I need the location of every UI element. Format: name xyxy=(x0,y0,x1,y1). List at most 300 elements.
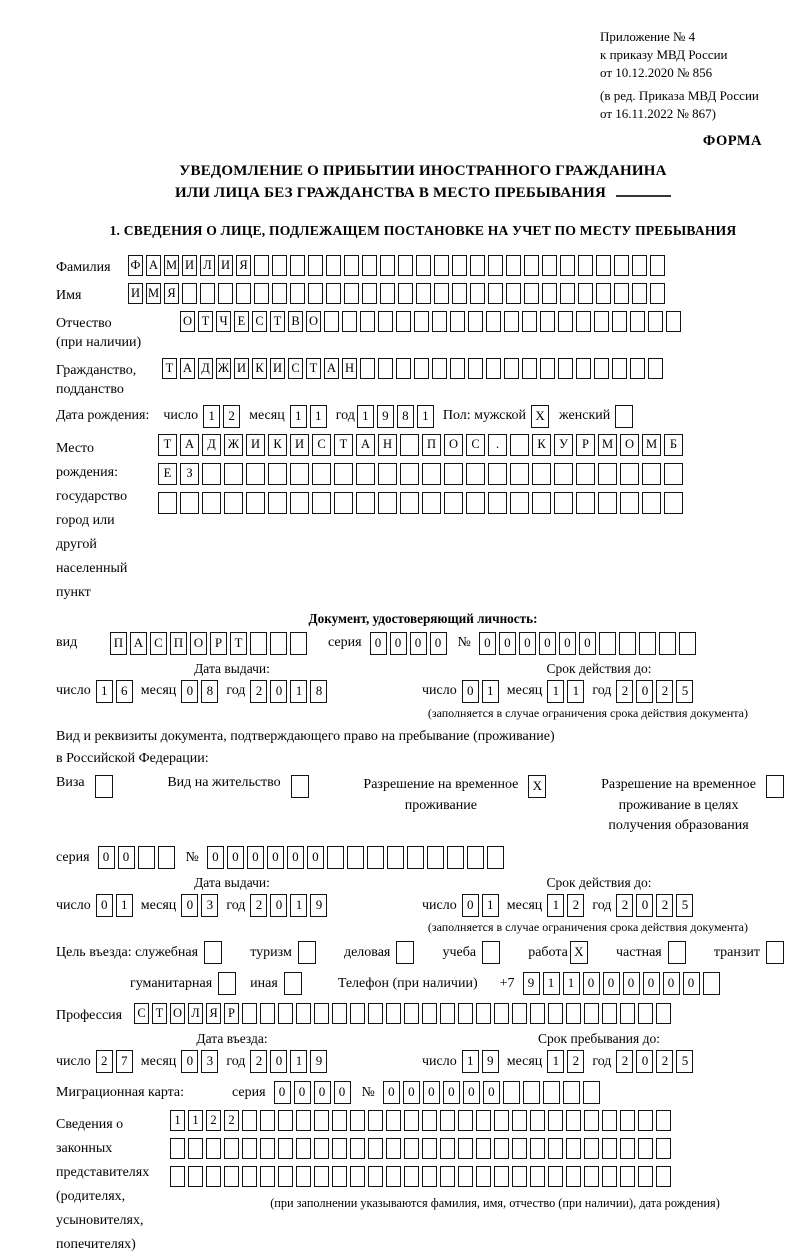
char-cell[interactable] xyxy=(612,311,627,332)
char-cell[interactable] xyxy=(314,1138,329,1159)
char-cell[interactable]: Я xyxy=(236,255,251,276)
char-cell[interactable] xyxy=(666,311,681,332)
char-cell[interactable]: 1 xyxy=(543,972,560,995)
char-cell[interactable] xyxy=(488,463,507,485)
char-cell[interactable]: Т xyxy=(270,311,285,332)
char-cell[interactable] xyxy=(566,1110,581,1131)
char-cell[interactable]: 2 xyxy=(616,1050,633,1073)
char-cell[interactable] xyxy=(422,1166,437,1187)
char-cell[interactable] xyxy=(407,846,424,869)
char-cell[interactable]: 9 xyxy=(310,1050,327,1073)
char-cell[interactable]: 0 xyxy=(483,1081,500,1104)
char-cell[interactable] xyxy=(578,255,593,276)
char-cell[interactable]: X xyxy=(528,775,546,798)
char-cell[interactable] xyxy=(182,283,197,304)
char-cell[interactable]: И xyxy=(218,255,233,276)
char-cell[interactable]: С xyxy=(252,311,267,332)
char-cell[interactable]: Р xyxy=(224,1003,239,1024)
char-cell[interactable]: 0 xyxy=(181,894,198,917)
char-cell[interactable] xyxy=(656,1138,671,1159)
char-cell[interactable] xyxy=(434,255,449,276)
char-cell[interactable]: 0 xyxy=(636,1050,653,1073)
char-cell[interactable] xyxy=(350,1110,365,1131)
char-cell[interactable] xyxy=(703,972,720,995)
char-cell[interactable]: 0 xyxy=(636,680,653,703)
char-cell[interactable] xyxy=(594,311,609,332)
char-cell[interactable] xyxy=(540,358,555,379)
char-cell[interactable] xyxy=(350,1138,365,1159)
char-cell[interactable]: 9 xyxy=(310,894,327,917)
char-cell[interactable] xyxy=(488,255,503,276)
char-cell[interactable]: 3 xyxy=(201,894,218,917)
char-cell[interactable] xyxy=(332,1166,347,1187)
char-cell[interactable] xyxy=(656,1166,671,1187)
char-cell[interactable] xyxy=(542,283,557,304)
char-cell[interactable]: 0 xyxy=(274,1081,291,1104)
char-cell[interactable] xyxy=(202,463,221,485)
char-cell[interactable]: О xyxy=(620,434,639,456)
char-cell[interactable] xyxy=(312,463,331,485)
char-cell[interactable]: 3 xyxy=(201,1050,218,1073)
char-cell[interactable]: С xyxy=(312,434,331,456)
char-cell[interactable]: 2 xyxy=(656,680,673,703)
char-cell[interactable]: А xyxy=(356,434,375,456)
char-cell[interactable]: 0 xyxy=(443,1081,460,1104)
char-cell[interactable] xyxy=(138,846,155,869)
char-cell[interactable]: 1 xyxy=(482,680,499,703)
char-cell[interactable]: 0 xyxy=(370,632,387,655)
char-cell[interactable]: А xyxy=(180,358,195,379)
char-cell[interactable] xyxy=(504,358,519,379)
char-cell[interactable] xyxy=(440,1003,455,1024)
char-cell[interactable] xyxy=(612,358,627,379)
char-cell[interactable] xyxy=(524,283,539,304)
char-cell[interactable]: 0 xyxy=(181,1050,198,1073)
char-cell[interactable] xyxy=(494,1110,509,1131)
char-cell[interactable]: А xyxy=(130,632,147,655)
char-cell[interactable] xyxy=(679,632,696,655)
char-cell[interactable] xyxy=(512,1003,527,1024)
char-cell[interactable]: Л xyxy=(200,255,215,276)
char-cell[interactable] xyxy=(296,1138,311,1159)
char-cell[interactable]: К xyxy=(532,434,551,456)
char-cell[interactable]: К xyxy=(268,434,287,456)
char-cell[interactable]: В xyxy=(288,311,303,332)
char-cell[interactable] xyxy=(422,1003,437,1024)
char-cell[interactable] xyxy=(314,1003,329,1024)
char-cell[interactable]: 1 xyxy=(170,1110,185,1131)
char-cell[interactable] xyxy=(188,1166,203,1187)
char-cell[interactable]: 0 xyxy=(270,1050,287,1073)
char-cell[interactable]: 1 xyxy=(482,894,499,917)
char-cell[interactable]: А xyxy=(146,255,161,276)
char-cell[interactable]: 0 xyxy=(307,846,324,869)
char-cell[interactable]: 1 xyxy=(547,680,564,703)
char-cell[interactable] xyxy=(576,463,595,485)
char-cell[interactable]: . xyxy=(488,434,507,456)
char-cell[interactable] xyxy=(291,775,309,798)
char-cell[interactable]: 0 xyxy=(463,1081,480,1104)
char-cell[interactable]: 0 xyxy=(410,632,427,655)
char-cell[interactable]: 0 xyxy=(96,894,113,917)
char-cell[interactable]: Н xyxy=(342,358,357,379)
char-cell[interactable] xyxy=(470,255,485,276)
char-cell[interactable] xyxy=(452,283,467,304)
char-cell[interactable] xyxy=(270,632,287,655)
char-cell[interactable]: Т xyxy=(162,358,177,379)
char-cell[interactable] xyxy=(510,434,529,456)
char-cell[interactable] xyxy=(218,283,233,304)
char-cell[interactable] xyxy=(367,846,384,869)
char-cell[interactable] xyxy=(356,492,375,514)
char-cell[interactable]: 0 xyxy=(479,632,496,655)
char-cell[interactable] xyxy=(766,775,784,798)
char-cell[interactable] xyxy=(272,255,287,276)
char-cell[interactable] xyxy=(566,1003,581,1024)
char-cell[interactable] xyxy=(602,1138,617,1159)
char-cell[interactable] xyxy=(278,1110,293,1131)
char-cell[interactable] xyxy=(368,1166,383,1187)
char-cell[interactable] xyxy=(422,1138,437,1159)
char-cell[interactable] xyxy=(620,1003,635,1024)
char-cell[interactable] xyxy=(416,283,431,304)
char-cell[interactable]: 1 xyxy=(547,894,564,917)
char-cell[interactable] xyxy=(470,283,485,304)
char-cell[interactable] xyxy=(326,255,341,276)
char-cell[interactable] xyxy=(334,492,353,514)
char-cell[interactable]: 0 xyxy=(643,972,660,995)
char-cell[interactable] xyxy=(386,1003,401,1024)
char-cell[interactable] xyxy=(200,283,215,304)
char-cell[interactable] xyxy=(314,1166,329,1187)
char-cell[interactable] xyxy=(602,1110,617,1131)
char-cell[interactable]: Т xyxy=(152,1003,167,1024)
char-cell[interactable]: П xyxy=(110,632,127,655)
char-cell[interactable]: 8 xyxy=(397,405,414,428)
char-cell[interactable]: Ч xyxy=(216,311,231,332)
char-cell[interactable] xyxy=(290,283,305,304)
char-cell[interactable]: М xyxy=(598,434,617,456)
char-cell[interactable]: 5 xyxy=(676,1050,693,1073)
char-cell[interactable] xyxy=(506,255,521,276)
char-cell[interactable] xyxy=(260,1110,275,1131)
char-cell[interactable] xyxy=(494,1166,509,1187)
char-cell[interactable] xyxy=(347,846,364,869)
char-cell[interactable]: 8 xyxy=(201,680,218,703)
char-cell[interactable] xyxy=(512,1166,527,1187)
char-cell[interactable] xyxy=(566,1166,581,1187)
char-cell[interactable] xyxy=(404,1138,419,1159)
char-cell[interactable] xyxy=(440,1138,455,1159)
char-cell[interactable] xyxy=(396,358,411,379)
char-cell[interactable] xyxy=(476,1110,491,1131)
char-cell[interactable] xyxy=(524,255,539,276)
char-cell[interactable] xyxy=(360,358,375,379)
char-cell[interactable]: П xyxy=(422,434,441,456)
char-cell[interactable] xyxy=(664,492,683,514)
char-cell[interactable] xyxy=(578,283,593,304)
char-cell[interactable]: Ж xyxy=(224,434,243,456)
char-cell[interactable] xyxy=(584,1110,599,1131)
char-cell[interactable]: 2 xyxy=(250,1050,267,1073)
char-cell[interactable] xyxy=(620,1110,635,1131)
char-cell[interactable] xyxy=(548,1110,563,1131)
char-cell[interactable] xyxy=(378,311,393,332)
char-cell[interactable] xyxy=(598,492,617,514)
char-cell[interactable]: 0 xyxy=(314,1081,331,1104)
char-cell[interactable] xyxy=(503,1081,520,1104)
char-cell[interactable]: 9 xyxy=(482,1050,499,1073)
char-cell[interactable]: 1 xyxy=(310,405,327,428)
char-cell[interactable]: 0 xyxy=(247,846,264,869)
char-cell[interactable]: 7 xyxy=(116,1050,133,1073)
char-cell[interactable]: Б xyxy=(664,434,683,456)
char-cell[interactable] xyxy=(584,1166,599,1187)
char-cell[interactable]: 9 xyxy=(523,972,540,995)
char-cell[interactable]: 0 xyxy=(559,632,576,655)
char-cell[interactable]: 0 xyxy=(118,846,135,869)
char-cell[interactable] xyxy=(378,492,397,514)
char-cell[interactable] xyxy=(632,255,647,276)
char-cell[interactable]: 2 xyxy=(250,680,267,703)
char-cell[interactable] xyxy=(218,972,236,995)
char-cell[interactable]: 0 xyxy=(181,680,198,703)
char-cell[interactable] xyxy=(312,492,331,514)
char-cell[interactable] xyxy=(554,492,573,514)
char-cell[interactable] xyxy=(290,463,309,485)
char-cell[interactable] xyxy=(400,492,419,514)
char-cell[interactable] xyxy=(632,283,647,304)
char-cell[interactable] xyxy=(254,255,269,276)
char-cell[interactable] xyxy=(494,1003,509,1024)
char-cell[interactable] xyxy=(444,492,463,514)
char-cell[interactable]: 0 xyxy=(267,846,284,869)
char-cell[interactable] xyxy=(296,1166,311,1187)
char-cell[interactable] xyxy=(254,283,269,304)
char-cell[interactable] xyxy=(648,311,663,332)
char-cell[interactable] xyxy=(242,1138,257,1159)
char-cell[interactable] xyxy=(540,311,555,332)
char-cell[interactable] xyxy=(368,1110,383,1131)
char-cell[interactable]: 0 xyxy=(462,894,479,917)
char-cell[interactable] xyxy=(452,255,467,276)
char-cell[interactable] xyxy=(560,283,575,304)
char-cell[interactable] xyxy=(440,1110,455,1131)
char-cell[interactable] xyxy=(548,1166,563,1187)
char-cell[interactable] xyxy=(224,463,243,485)
char-cell[interactable]: 2 xyxy=(616,680,633,703)
char-cell[interactable] xyxy=(278,1166,293,1187)
char-cell[interactable] xyxy=(404,1110,419,1131)
char-cell[interactable]: 1 xyxy=(462,1050,479,1073)
char-cell[interactable]: 0 xyxy=(270,894,287,917)
char-cell[interactable] xyxy=(242,1110,257,1131)
char-cell[interactable] xyxy=(434,283,449,304)
char-cell[interactable] xyxy=(444,463,463,485)
char-cell[interactable]: И xyxy=(182,255,197,276)
char-cell[interactable]: 2 xyxy=(656,894,673,917)
char-cell[interactable] xyxy=(250,632,267,655)
char-cell[interactable] xyxy=(224,492,243,514)
char-cell[interactable] xyxy=(530,1138,545,1159)
char-cell[interactable] xyxy=(290,492,309,514)
char-cell[interactable] xyxy=(386,1166,401,1187)
char-cell[interactable] xyxy=(170,1138,185,1159)
char-cell[interactable] xyxy=(398,283,413,304)
char-cell[interactable] xyxy=(308,255,323,276)
char-cell[interactable]: Т xyxy=(230,632,247,655)
char-cell[interactable]: Я xyxy=(164,283,179,304)
char-cell[interactable] xyxy=(596,255,611,276)
char-cell[interactable] xyxy=(522,311,537,332)
char-cell[interactable]: 1 xyxy=(188,1110,203,1131)
char-cell[interactable]: Т xyxy=(158,434,177,456)
char-cell[interactable]: Т xyxy=(334,434,353,456)
char-cell[interactable] xyxy=(504,311,519,332)
char-cell[interactable] xyxy=(344,255,359,276)
char-cell[interactable] xyxy=(268,463,287,485)
char-cell[interactable] xyxy=(268,492,287,514)
char-cell[interactable] xyxy=(386,1138,401,1159)
char-cell[interactable]: Н xyxy=(378,434,397,456)
char-cell[interactable] xyxy=(615,405,633,428)
char-cell[interactable]: 0 xyxy=(683,972,700,995)
char-cell[interactable] xyxy=(278,1138,293,1159)
char-cell[interactable] xyxy=(650,255,665,276)
char-cell[interactable] xyxy=(642,463,661,485)
char-cell[interactable] xyxy=(396,311,411,332)
char-cell[interactable] xyxy=(510,463,529,485)
char-cell[interactable] xyxy=(158,492,177,514)
char-cell[interactable]: О xyxy=(444,434,463,456)
char-cell[interactable] xyxy=(576,492,595,514)
char-cell[interactable] xyxy=(380,255,395,276)
char-cell[interactable]: Ф xyxy=(128,255,143,276)
char-cell[interactable] xyxy=(620,463,639,485)
char-cell[interactable] xyxy=(598,463,617,485)
char-cell[interactable]: 0 xyxy=(636,894,653,917)
char-cell[interactable] xyxy=(486,358,501,379)
char-cell[interactable]: З xyxy=(180,463,199,485)
char-cell[interactable]: М xyxy=(164,255,179,276)
char-cell[interactable] xyxy=(332,1003,347,1024)
char-cell[interactable] xyxy=(560,255,575,276)
char-cell[interactable] xyxy=(543,1081,560,1104)
char-cell[interactable] xyxy=(530,1110,545,1131)
char-cell[interactable] xyxy=(224,1166,239,1187)
char-cell[interactable] xyxy=(766,941,784,964)
char-cell[interactable] xyxy=(404,1166,419,1187)
char-cell[interactable] xyxy=(488,283,503,304)
char-cell[interactable] xyxy=(242,1003,257,1024)
char-cell[interactable] xyxy=(290,632,307,655)
char-cell[interactable]: 2 xyxy=(567,1050,584,1073)
char-cell[interactable]: Я xyxy=(206,1003,221,1024)
char-cell[interactable] xyxy=(664,463,683,485)
char-cell[interactable]: 2 xyxy=(223,405,240,428)
char-cell[interactable]: Т xyxy=(306,358,321,379)
char-cell[interactable] xyxy=(648,358,663,379)
char-cell[interactable] xyxy=(422,1110,437,1131)
char-cell[interactable]: 9 xyxy=(377,405,394,428)
char-cell[interactable] xyxy=(619,632,636,655)
char-cell[interactable]: О xyxy=(190,632,207,655)
char-cell[interactable] xyxy=(523,1081,540,1104)
char-cell[interactable]: И xyxy=(128,283,143,304)
char-cell[interactable]: 0 xyxy=(663,972,680,995)
char-cell[interactable] xyxy=(400,434,419,456)
char-cell[interactable]: Л xyxy=(188,1003,203,1024)
char-cell[interactable] xyxy=(642,492,661,514)
char-cell[interactable]: И xyxy=(246,434,265,456)
char-cell[interactable] xyxy=(450,311,465,332)
char-cell[interactable]: 0 xyxy=(270,680,287,703)
char-cell[interactable] xyxy=(272,283,287,304)
char-cell[interactable]: С xyxy=(288,358,303,379)
char-cell[interactable]: 1 xyxy=(290,1050,307,1073)
char-cell[interactable] xyxy=(414,358,429,379)
char-cell[interactable] xyxy=(236,283,251,304)
char-cell[interactable] xyxy=(466,463,485,485)
char-cell[interactable] xyxy=(638,1110,653,1131)
char-cell[interactable]: Д xyxy=(202,434,221,456)
char-cell[interactable] xyxy=(530,1166,545,1187)
char-cell[interactable]: 0 xyxy=(583,972,600,995)
char-cell[interactable]: 1 xyxy=(567,680,584,703)
char-cell[interactable]: 0 xyxy=(423,1081,440,1104)
char-cell[interactable]: 5 xyxy=(676,894,693,917)
char-cell[interactable]: М xyxy=(642,434,661,456)
char-cell[interactable]: 1 xyxy=(290,405,307,428)
char-cell[interactable] xyxy=(368,1003,383,1024)
char-cell[interactable] xyxy=(596,283,611,304)
char-cell[interactable] xyxy=(458,1138,473,1159)
char-cell[interactable]: 1 xyxy=(547,1050,564,1073)
char-cell[interactable] xyxy=(650,283,665,304)
char-cell[interactable]: О xyxy=(180,311,195,332)
char-cell[interactable] xyxy=(522,358,537,379)
char-cell[interactable] xyxy=(344,283,359,304)
char-cell[interactable] xyxy=(298,941,316,964)
char-cell[interactable] xyxy=(450,358,465,379)
char-cell[interactable] xyxy=(620,1138,635,1159)
char-cell[interactable] xyxy=(458,1110,473,1131)
char-cell[interactable]: 0 xyxy=(462,680,479,703)
char-cell[interactable] xyxy=(380,283,395,304)
char-cell[interactable] xyxy=(638,1138,653,1159)
char-cell[interactable] xyxy=(95,775,113,798)
char-cell[interactable]: 0 xyxy=(430,632,447,655)
char-cell[interactable] xyxy=(548,1138,563,1159)
char-cell[interactable] xyxy=(542,255,557,276)
char-cell[interactable] xyxy=(170,1166,185,1187)
char-cell[interactable]: И xyxy=(270,358,285,379)
char-cell[interactable]: 0 xyxy=(390,632,407,655)
char-cell[interactable] xyxy=(206,1166,221,1187)
char-cell[interactable]: П xyxy=(170,632,187,655)
char-cell[interactable]: 0 xyxy=(603,972,620,995)
char-cell[interactable]: О xyxy=(170,1003,185,1024)
char-cell[interactable] xyxy=(532,492,551,514)
char-cell[interactable]: 0 xyxy=(579,632,596,655)
char-cell[interactable] xyxy=(260,1138,275,1159)
char-cell[interactable] xyxy=(630,358,645,379)
char-cell[interactable] xyxy=(260,1166,275,1187)
char-cell[interactable] xyxy=(204,941,222,964)
char-cell[interactable] xyxy=(432,311,447,332)
char-cell[interactable]: А xyxy=(180,434,199,456)
char-cell[interactable] xyxy=(602,1166,617,1187)
